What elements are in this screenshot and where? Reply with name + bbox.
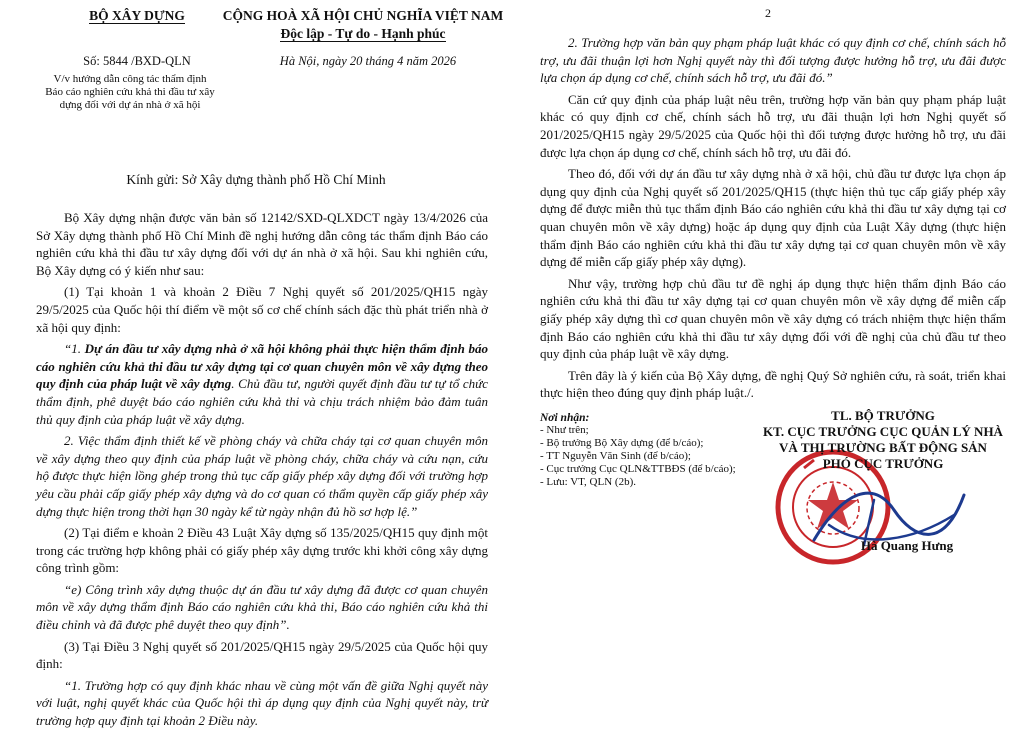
quote-clause-e: “e) Công trình xây dựng thuộc dự án đầu tư xây dựng đã được cơ quan chuyên môn về xây dựng thẩm định Báo cáo nghiên cứu khả thi, Báo cáo nghiên cứu khả thi điều chỉnh và đã được phê duyệt theo quy định”. (36, 581, 488, 633)
page1-body (36, 209, 488, 734)
place-and-date: Hà Nội, ngày 20 tháng 4 năm 2026 (279, 54, 457, 68)
sign-authority-line: TL. BỘ TRƯỞNG (831, 408, 935, 423)
point-1-paragraph: (1) Tại khoản 1 và khoản 2 Điều 7 Nghị quyết số 201/2025/QH15 ngày 29/5/2025 của Quốc hội thí điểm về một số cơ chế chính sách đặc thù phát triển nhà ở xã hội quy định: (36, 284, 488, 335)
document-number: Số: 5844 /BXD-QLN (83, 54, 191, 68)
national-title: CỘNG HOÀ XÃ HỘI CHỦ NGHĨA VIỆT NAM (222, 8, 504, 23)
quote-clause-1 (36, 340, 488, 428)
quote-clause-1-bold: Dự án đầu tư xây dựng nhà ở xã hội không phải thực hiện thẩm định báo cáo nghiên cứu khả thi đầu tư xây dựng tại cơ quan chuyên môn về xây dựng theo quy định của pháp luật về xây dựng (36, 341, 488, 392)
conclusion-paragraph: Như vậy, trường hợp chủ đầu tư đề nghị áp dụng thực hiện thẩm định Báo cáo nghiên cứu khả thi đầu tư xây dựng tại cơ quan chuyên môn về xây dựng để miễn cấp giấy phép xây dựng thì cơ quan chuyên môn về xây dựng có trách nhiệm thực hiện thẩm định Báo cáo nghiên cứu khả thi đầu tư xây dựng đối với đề nghị của chủ đầu tư theo quy định của pháp luật về xây dựng. (540, 275, 1006, 362)
signature-block (752, 408, 1014, 472)
point-3-paragraph: (3) Tại Điều 3 Nghị quyết số 201/2025/QH15 ngày 29/5/2025 của Quốc hội quy định: (36, 638, 488, 672)
recipient-item: - Bộ trưởng Bộ Xây dựng (để b/cáo); (540, 437, 704, 449)
national-motto-text: Độc lập - Tự do - Hạnh phúc (280, 26, 446, 41)
quote-clause-1-rest: . Chủ đầu tư, người quyết định đầu tư tự tổ chức thẩm định, phê duyệt báo cáo nghiên cứu khả thi và chịu trách nhiệm bảo đảm tuân thủ quy định của pháp luật về xây dựng. (36, 376, 488, 427)
page2-body (540, 34, 1006, 406)
recipient-item: - TT Nguyễn Văn Sinh (để b/cáo); (540, 450, 691, 462)
signer-name: Hà Quang Hưng (860, 538, 954, 553)
issuing-agency-text: BỘ XÂY DỰNG (89, 8, 185, 23)
recipient-line: Kính gửi: Sở Xây dựng thành phố Hồ Chí Minh (126, 172, 386, 187)
issuing-agency (62, 8, 212, 24)
document-subject: V/v hướng dẫn công tác thẩm định Báo cáo nghiên cứu khả thi đầu tư xây dựng đối với dự án nhà ở xã hội (45, 73, 215, 111)
point-2-paragraph: (2) Tại điểm e khoản 2 Điều 43 Luật Xây dựng số 135/2025/QH15 quy định một trong các trường hợp không phải có giấy phép xây dựng trước khi khởi công xây dựng công trình gồm: (36, 525, 488, 576)
recipient-item: - Như trên; (540, 424, 589, 436)
quote-clause-1-lead: “1. (64, 341, 85, 357)
recipient-item: - Cục trưởng Cục QLN&TTBĐS (để b/cáo); (540, 463, 736, 475)
recipients-title: Nơi nhận: (540, 412, 590, 424)
quote-article-3-clause-1: “1. Trường hợp có quy định khác nhau về cùng một vấn đề giữa Nghị quyết này với luật, nghị quyết khác của Quốc hội thì áp dụng quy định của Nghị quyết này, trừ trường hợp quy định tại khoản 2 Điều này. (36, 677, 488, 729)
intro-paragraph: Bộ Xây dựng nhận được văn bản số 12142/SXD-QLXDCT ngày 13/4/2026 của Sở Xây dựng thành phố Hồ Chí Minh đề nghị hướng dẫn công tác thẩm định Báo cáo nghiên cứu khả thi đầu tư xây dựng đối với dự án nhà ở xã hội. Sau khi nghiên cứu, Bộ Xây dựng có ý kiến như sau: (36, 210, 488, 278)
quote-clause-2: 2. Việc thẩm định thiết kế về phòng cháy và chữa cháy tại cơ quan chuyên môn về xây dựng theo quy định của pháp luật về phòng cháy, chữa cháy và cứu nạn, cứu hộ được thực hiện lồng ghép trong thủ tục cấp giấy phép xây dựng đối với trường hợp yêu cầu phải cấp giấy phép xây dựng và do cơ quan có thẩm quyền cấp giấy phép xây dựng thực hiện trong thời hạn 30 ngày kể từ ngày nhận đủ hồ sơ hợp lệ.” (36, 433, 488, 519)
closing-paragraph: Trên đây là ý kiến của Bộ Xây dựng, đề nghị Quý Sở nghiên cứu, rà soát, triển khai thực hiện theo đúng quy định pháp luật./. (540, 367, 1006, 401)
sign-title-line: PHÓ CỤC TRƯỞNG (822, 456, 944, 471)
sign-authority-line: VÀ THỊ TRƯỜNG BẤT ĐỘNG SẢN (779, 440, 987, 455)
basis-paragraph: Căn cứ quy định của pháp luật nêu trên, trường hợp văn bản quy phạm pháp luật khác có quy định cơ chế, chính sách hỗ trợ, ưu đãi thuận lợi hơn Nghị quyết số 201/2025/QH15 ngày 29/5/2025 của Quốc hội thì đối tượng được hưởng hỗ trợ, ưu đãi được lựa chọn áp dụng cơ chế, chính sách hỗ trợ, ưu đãi đó. (540, 91, 1006, 160)
quote-article-3-clause-2: 2. Trường hợp văn bản quy phạm pháp luật khác có quy định cơ chế, chính sách hỗ trợ, ưu đãi thuận lợi hơn Nghị quyết này thì đối tượng được hưởng hỗ trợ, ưu đãi được lựa chọn áp dụng cơ chế, chính sách hỗ trợ, ưu đãi đó.” (540, 35, 1006, 86)
accordingly-paragraph: Theo đó, đối với dự án đầu tư xây dựng nhà ở xã hội, chủ đầu tư được lựa chọn áp dụng quy định của Nghị quyết số 201/2025/QH15 (thực hiện thủ tục cấp giấy phép xây dựng để được miễn thủ tục thẩm định Báo cáo nghiên cứu khả thi đầu tư xây dựng tại cơ quan chuyên môn về xây dựng) hoặc áp dụng quy định của Luật Xây dựng (thực hiện thẩm định Báo cáo nghiên cứu khả thi đầu tư xây dựng tại cơ quan chuyên môn về xây dựng để miễn cấp giấy phép xây dựng). (540, 166, 1006, 270)
national-motto (218, 26, 508, 42)
recipient-item: - Lưu: VT, QLN (2b). (540, 476, 636, 488)
sign-authority-line: KT. CỤC TRƯỞNG CỤC QUẢN LÝ NHÀ (763, 424, 1003, 439)
page-number: 2 (765, 6, 771, 20)
document-page-2 (512, 0, 1024, 754)
recipients-block (540, 412, 740, 489)
